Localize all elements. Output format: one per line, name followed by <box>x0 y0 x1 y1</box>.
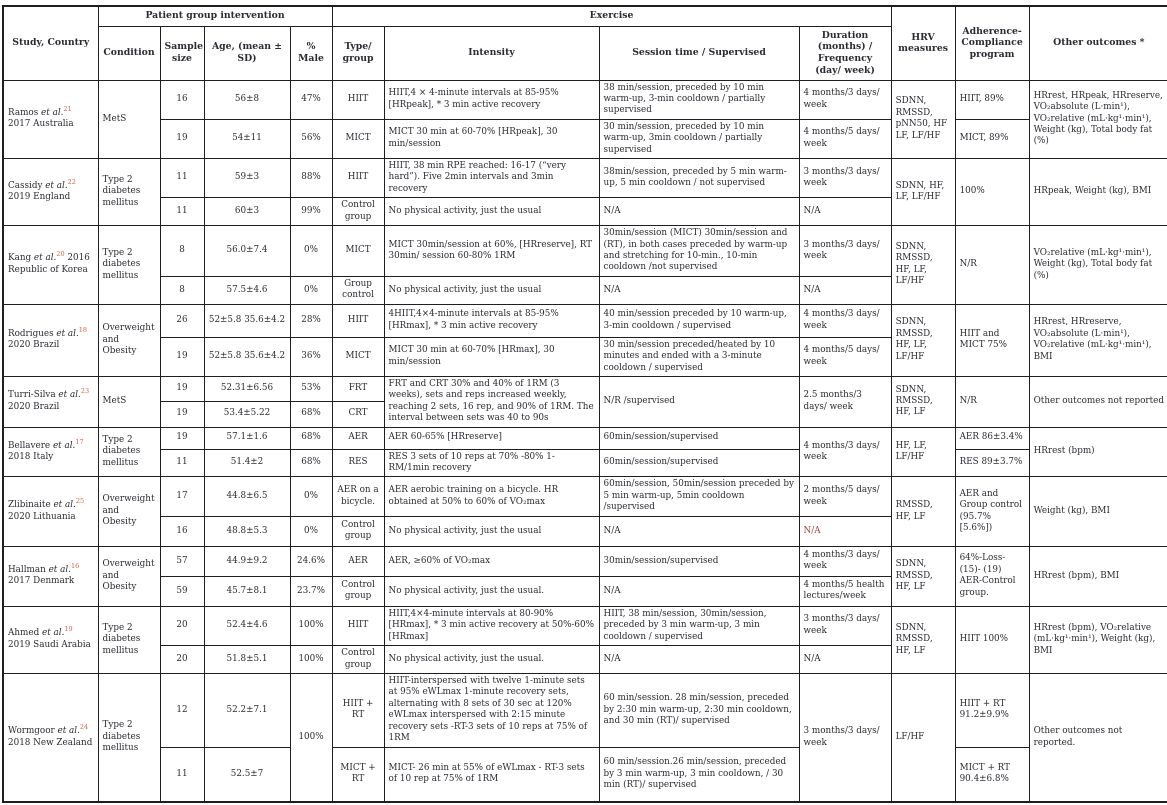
type-cell: MICT <box>332 119 384 158</box>
condition-cell: Type 2 diabetes mellitus <box>98 674 160 803</box>
study-yearplace: 2018 Italy <box>8 452 54 463</box>
study-author: Turri-Silva <box>8 390 56 401</box>
duration-cell: N/A <box>799 198 891 226</box>
study-author: Kang <box>8 253 32 264</box>
duration-cell: N/A <box>799 276 891 304</box>
type-cell: FRT <box>332 376 384 401</box>
intensity-cell: MICT- 26 min at 55% of eWLmax - RT-3 sets of 10 rep at 75% of 1RM <box>384 747 599 802</box>
condition-cell: Type 2 diabetes mellitus <box>98 606 160 673</box>
session-cell: N/A <box>599 516 799 546</box>
table-row <box>3 606 1167 645</box>
type-cell: Control group <box>332 516 384 546</box>
table-row <box>3 427 1167 449</box>
session-cell: N/A <box>599 646 799 674</box>
study-cell <box>3 427 98 477</box>
age-cell: 52±5.8 35.6±4.2 <box>204 304 290 337</box>
session-cell: 30min/session (MICT) 30min/session and (RT), in both cases preceded by warm-up and stretching for 10-min., 10-min cooldown /not supervised <box>599 226 799 277</box>
table-row <box>3 449 1167 477</box>
study-yearplace: 2020 Lithuania <box>8 511 76 522</box>
type-cell: RES <box>332 449 384 477</box>
age-cell: 51.8±5.1 <box>204 646 290 674</box>
male-cell: 0% <box>290 226 332 277</box>
study-author: Cassidy <box>8 180 43 191</box>
table-row <box>3 376 1167 401</box>
header-outcomes: Other outcomes * <box>1029 6 1167 80</box>
header-age: Age, (mean ± SD) <box>204 26 290 80</box>
study-cell <box>3 606 98 673</box>
duration-cell: 4 months/5 days/ week <box>799 337 891 376</box>
age-cell: 56.0±7.4 <box>204 226 290 277</box>
hrv-cell: HF, LF, LF/HF <box>891 427 955 477</box>
age-cell: 53.4±5.22 <box>204 401 290 427</box>
table-row <box>3 674 1167 748</box>
age-cell: 52.31±6.56 <box>204 376 290 401</box>
study-yearplace: 2016 Republic of Korea <box>8 253 90 275</box>
session-cell: N/A <box>599 576 799 606</box>
outcomes-cell: Weight (kg), BMI <box>1029 477 1167 546</box>
intensity-cell: No physical activity, just the usual. <box>384 576 599 606</box>
male-cell: 0% <box>290 477 332 516</box>
duration-cell: N/A <box>799 516 891 546</box>
duration-cell: 4 months/3 days/ week <box>799 304 891 337</box>
header-session: Session time / Supervised <box>599 26 799 80</box>
male-cell: 0% <box>290 276 332 304</box>
session-cell: 60min/session/supervised <box>599 427 799 449</box>
studies-table <box>2 5 1167 803</box>
header-patient-group: Patient group intervention <box>98 6 332 26</box>
sample-size-cell: 12 <box>160 674 204 748</box>
adherence-cell: MICT, 89% <box>955 119 1029 158</box>
intensity-cell: HIIT-interspersed with twelve 1-minute sets at 95% eWLmax 1-minute recovery sets, alternating with 8 sets of 30 sec at 120% eWLmax interspersed with 2:15 minute recovery sets -RT-3 sets of 10 reps at 75% of 1RM <box>384 674 599 748</box>
age-cell: 44.9±9.2 <box>204 546 290 576</box>
adherence-cell: AER and Group control (95.7% [5.6%]) <box>955 477 1029 546</box>
type-cell: Control group <box>332 198 384 226</box>
age-cell: 52±5.8 35.6±4.2 <box>204 337 290 376</box>
session-cell: N/A <box>599 198 799 226</box>
male-cell: 23.7% <box>290 576 332 606</box>
table-row <box>3 477 1167 516</box>
intensity-cell: HIIT,4×4-minute intervals at 80-90% [HRmax], * 3 min active recovery at 50%-60% [HRmax] <box>384 606 599 645</box>
outcomes-cell: HRrest (bpm), BMI <box>1029 546 1167 606</box>
outcomes-cell: Other outcomes not reported <box>1029 376 1167 427</box>
table-row <box>3 119 1167 158</box>
condition-cell: Overweight and Obesity <box>98 477 160 546</box>
age-cell: 56±8 <box>204 80 290 119</box>
header-study: Study, Country <box>3 6 98 80</box>
duration-cell: 2 months/5 days/ week <box>799 477 891 516</box>
study-author: Hallman <box>8 564 46 575</box>
hrv-cell: SDNN, RMSSD, HF, LF, LF/HF <box>891 226 955 305</box>
session-cell: 60min/session, 50min/session preceded by 5 min warm-up, 5min cooldown /supervised <box>599 477 799 516</box>
study-author: Ramos <box>8 107 39 118</box>
sample-size-cell: 11 <box>160 159 204 198</box>
duration-cell: 3 months/3 days/ week <box>799 674 891 803</box>
study-yearplace: 2017 Denmark <box>8 576 75 587</box>
condition-cell: MetS <box>98 376 160 427</box>
study-yearplace: 2019 England <box>8 192 71 203</box>
adherence-cell: AER 86±3.4% <box>955 427 1029 449</box>
sample-size-cell: 19 <box>160 427 204 449</box>
adherence-cell: 100% <box>955 159 1029 226</box>
male-cell: 100% <box>290 646 332 674</box>
study-cell <box>3 80 98 159</box>
male-cell: 0% <box>290 516 332 546</box>
hrv-cell: SDNN, RMSSD, HF, LF <box>891 606 955 673</box>
sample-size-cell: 17 <box>160 477 204 516</box>
type-cell: HIIT <box>332 80 384 119</box>
study-cell <box>3 546 98 606</box>
outcomes-cell: HRrest (bpm), VO₂relative (mL·kg¹·min¹), Weight (kg), BMI <box>1029 606 1167 673</box>
age-cell: 44.8±6.5 <box>204 477 290 516</box>
type-cell: MICT <box>332 226 384 277</box>
adherence-cell: MICT + RT 90.4±6.8% <box>955 747 1029 802</box>
intensity-cell: MICT 30 min at 60-70% [HRpeak], 30 min/session <box>384 119 599 158</box>
study-cell <box>3 226 98 305</box>
header-intensity: Intensity <box>384 26 599 80</box>
session-cell: 60min/session/supervised <box>599 449 799 477</box>
type-cell: HIIT <box>332 304 384 337</box>
study-etal: et al. <box>52 440 76 451</box>
intensity-cell: No physical activity, just the usual <box>384 516 599 546</box>
table-row <box>3 546 1167 576</box>
type-cell: AER on a bicycle. <box>332 477 384 516</box>
age-cell: 45.7±8.1 <box>204 576 290 606</box>
ref-superscript: 25 <box>75 497 85 506</box>
adherence-cell: 64%-Loss-(15)- (19) AER-Control group. <box>955 546 1029 606</box>
intensity-cell: RES 3 sets of 10 reps at 70% -80% 1-RM/1min recovery <box>384 449 599 477</box>
study-cell <box>3 159 98 226</box>
age-cell: 54±11 <box>204 119 290 158</box>
type-cell: HIIT <box>332 606 384 645</box>
age-cell: 59±3 <box>204 159 290 198</box>
outcomes-cell: Other outcomes not reported. <box>1029 674 1167 803</box>
hrv-cell: LF/HF <box>891 674 955 803</box>
study-etal: et al. <box>57 726 80 737</box>
male-cell: 100% <box>290 606 332 645</box>
study-author: Bellavere <box>8 440 51 451</box>
hrv-cell: SDNN, HF, LF, LF/HF <box>891 159 955 226</box>
ref-superscript: 20 <box>56 250 65 259</box>
adherence-cell: HIIT, 89% <box>955 80 1029 119</box>
header-condition: Condition <box>98 26 160 80</box>
sample-size-cell: 8 <box>160 226 204 277</box>
session-cell: HIIT, 38 min/session, 30min/session, preceded by 3 min warm-up, 3 min cooldown / supervised <box>599 606 799 645</box>
condition-cell: Type 2 diabetes mellitus <box>98 226 160 305</box>
intensity-cell: 4HIIT,4×4-minute intervals at 85-95% [HRmax], * 3 min active recovery <box>384 304 599 337</box>
study-etal: et al. <box>48 564 71 575</box>
intensity-cell: AER 60-65% [HRreserve] <box>384 427 599 449</box>
duration-cell: 3 months/3 days/ week <box>799 226 891 277</box>
type-cell: AER <box>332 427 384 449</box>
session-cell: N/A <box>599 276 799 304</box>
adherence-cell: HIIT 100% <box>955 606 1029 673</box>
age-cell: 52.4±4.6 <box>204 606 290 645</box>
header-row-1 <box>3 6 1167 26</box>
duration-cell: N/A <box>799 646 891 674</box>
intensity-cell: HIIT,4 × 4-minute intervals at 85-95% [HRpeak], * 3 min active recovery <box>384 80 599 119</box>
sample-size-cell: 19 <box>160 119 204 158</box>
session-cell: 30 min/session preceded/heated by 10 minutes and ended with a 3-minute cooldown / supervised <box>599 337 799 376</box>
age-cell: 60±3 <box>204 198 290 226</box>
male-cell: 24.6% <box>290 546 332 576</box>
study-cell <box>3 477 98 546</box>
type-cell: MICT + RT <box>332 747 384 802</box>
hrv-cell: RMSSD, HF, LF <box>891 477 955 546</box>
type-cell: Control group <box>332 576 384 606</box>
age-cell: 51.4±2 <box>204 449 290 477</box>
hrv-cell: SDNN, RMSSD, HF, LF <box>891 546 955 606</box>
header-adherence: Adherence- Compliance program <box>955 6 1029 80</box>
intensity-cell: AER, ≥60% of VO₂max <box>384 546 599 576</box>
outcomes-cell: VO₂relative (mL·kg¹·min¹), Weight (kg), Total body fat (%) <box>1029 226 1167 305</box>
study-etal: et al. <box>45 180 68 191</box>
duration-cell: 4 months/3 days/ week <box>799 546 891 576</box>
sample-size-cell: 11 <box>160 747 204 802</box>
male-cell: 36% <box>290 337 332 376</box>
sample-size-cell: 19 <box>160 401 204 427</box>
sample-size-cell: 20 <box>160 606 204 645</box>
male-cell: 100% <box>290 674 332 803</box>
intensity-cell: FRT and CRT 30% and 40% of 1RM (3 weeks), sets and reps increased weekly, reaching 2 sets, 16 rep, and 90% of 1RM. The interval between sets was 40 to 90s <box>384 376 599 427</box>
table-row <box>3 80 1167 119</box>
hrv-cell: SDNN, RMSSD, HF, LF, LF/HF <box>891 304 955 376</box>
outcomes-cell: HRrest, HRpeak, HRreserve, VO₂absolute (L·min¹), VO₂relative (mL·kg¹·min¹), Weight (kg), Total body fat (%) <box>1029 80 1167 159</box>
session-cell: 40 min/session preceded by 10 warm-up, 3-min cooldown / supervised <box>599 304 799 337</box>
condition-cell: Type 2 diabetes mellitus <box>98 427 160 477</box>
intensity-cell: HIIT, 38 min RPE reached: 16-17 (“very hard”). Five 2min intervals and 3min recovery <box>384 159 599 198</box>
age-cell: 57.1±1.6 <box>204 427 290 449</box>
adherence-cell: N/R <box>955 376 1029 427</box>
ref-superscript: 18 <box>78 325 88 334</box>
age-cell: 52.2±7.1 <box>204 674 290 748</box>
duration-cell: 2.5 months/3 days/ week <box>799 376 891 427</box>
male-cell: 53% <box>290 376 332 401</box>
duration-cell: 3 months/3 days/ week <box>799 159 891 198</box>
condition-cell: Type 2 diabetes mellitus <box>98 159 160 226</box>
header-hrv: HRV measures <box>891 6 955 80</box>
adherence-cell: N/R <box>955 226 1029 305</box>
age-cell: 52.5±7 <box>204 747 290 802</box>
ref-superscript: 23 <box>80 387 90 396</box>
intensity-cell: AER aerobic training on a bicycle. HR obtained at 50% to 60% of VO₂max <box>384 477 599 516</box>
header-sample-size: Sample size <box>160 26 204 80</box>
study-yearplace: 2020 Brazil <box>8 340 60 351</box>
intensity-cell: No physical activity, just the usual. <box>384 646 599 674</box>
study-yearplace: 2017 Australia <box>8 119 74 130</box>
male-cell: 68% <box>290 427 332 449</box>
male-cell: 68% <box>290 401 332 427</box>
duration-cell: 4 months/3 days/ week <box>799 80 891 119</box>
duration-cell: 4 months/5 days/ week <box>799 119 891 158</box>
outcomes-cell: HRrest (bpm) <box>1029 427 1167 477</box>
study-etal: et al. <box>58 390 81 401</box>
age-cell: 57.5±4.6 <box>204 276 290 304</box>
ref-superscript: 24 <box>79 723 89 732</box>
male-cell: 68% <box>290 449 332 477</box>
sample-size-cell: 59 <box>160 576 204 606</box>
study-author: Ahmed <box>8 628 40 639</box>
study-yearplace: 2018 New Zealand <box>8 737 93 748</box>
study-author: Rodrigues <box>8 328 54 339</box>
sample-size-cell: 20 <box>160 646 204 674</box>
session-cell: N/R /supervised <box>599 376 799 427</box>
condition-cell: Overweight and Obesity <box>98 304 160 376</box>
condition-cell: MetS <box>98 80 160 159</box>
sample-size-cell: 11 <box>160 449 204 477</box>
ref-superscript: 21 <box>63 104 72 113</box>
male-cell: 99% <box>290 198 332 226</box>
header-male: % Male <box>290 26 332 80</box>
session-cell: 38 min/session, preceded by 10 min warm-up, 3-min cooldown / partially supervised <box>599 80 799 119</box>
study-yearplace: 2020 Brazil <box>8 401 60 412</box>
type-cell: MICT <box>332 337 384 376</box>
adherence-cell: HIIT and MICT 75% <box>955 304 1029 376</box>
study-etal: et al. <box>53 500 76 511</box>
session-cell: 60 min/session. 28 min/session, preceded by 2:30 min warm-up, 2:30 min cooldown, and 30 min (RT)/ supervised <box>599 674 799 748</box>
sample-size-cell: 19 <box>160 376 204 401</box>
ref-superscript: 22 <box>67 177 76 186</box>
header-duration: Duration (months) / Frequency (day/ week) <box>799 26 891 80</box>
type-cell: Group control <box>332 276 384 304</box>
duration-cell: 4 months/5 health lectures/week <box>799 576 891 606</box>
study-cell <box>3 376 98 427</box>
sample-size-cell: 19 <box>160 337 204 376</box>
type-cell: AER <box>332 546 384 576</box>
male-cell: 88% <box>290 159 332 198</box>
type-cell: HIIT <box>332 159 384 198</box>
study-cell <box>3 304 98 376</box>
study-etal: et al. <box>41 107 64 118</box>
intensity-cell: No physical activity, just the usual <box>384 276 599 304</box>
type-cell: CRT <box>332 401 384 427</box>
duration-cell: 3 months/3 days/ week <box>799 606 891 645</box>
table-row <box>3 747 1167 802</box>
hrv-cell: SDNN, RMSSD, pNN50, HF LF, LF/HF <box>891 80 955 159</box>
sample-size-cell: 16 <box>160 516 204 546</box>
male-cell: 28% <box>290 304 332 337</box>
sample-size-cell: 11 <box>160 198 204 226</box>
table-row <box>3 226 1167 277</box>
type-cell: Control group <box>332 646 384 674</box>
session-cell: 38min/session, preceded by 5 min warm-up, 5 min cooldown / not supervised <box>599 159 799 198</box>
sample-size-cell: 8 <box>160 276 204 304</box>
study-author: Zlibinaite <box>8 500 51 511</box>
sample-size-cell: 26 <box>160 304 204 337</box>
study-author: Wormgoor <box>8 726 55 737</box>
intensity-cell: No physical activity, just the usual <box>384 198 599 226</box>
adherence-cell: RES 89±3.7% <box>955 449 1029 477</box>
study-yearplace: 2019 Saudi Arabia <box>8 639 91 650</box>
duration-cell: 4 months/3 days/ week <box>799 427 891 477</box>
table-row <box>3 159 1167 198</box>
condition-cell: Overweight and Obesity <box>98 546 160 606</box>
session-cell: 30min/session/supervised <box>599 546 799 576</box>
study-cell <box>3 674 98 803</box>
intensity-cell: MICT 30 min at 60-70% [HRmax], 30 min/session <box>384 337 599 376</box>
hrv-cell: SDNN, RMSSD, HF, LF <box>891 376 955 427</box>
header-exercise: Exercise <box>332 6 891 26</box>
session-cell: 60 min/session.26 min/session, preceded by 3 min warm-up, 3 min cooldown, / 30 min (RT)/ supervised <box>599 747 799 802</box>
ref-superscript: 17 <box>75 437 84 446</box>
ref-superscript: 16 <box>71 561 80 570</box>
sample-size-cell: 16 <box>160 80 204 119</box>
age-cell: 48.8±5.3 <box>204 516 290 546</box>
male-cell: 56% <box>290 119 332 158</box>
outcomes-cell: HRrest, HRreserve, VO₂absolute (L·min¹), VO₂relative (mL·kg¹·min¹), BMI <box>1029 304 1167 376</box>
outcomes-cell: HRpeak, Weight (kg), BMI <box>1029 159 1167 226</box>
study-etal: et al. <box>42 628 65 639</box>
session-cell: 30 min/session, preceded by 10 min warm-up, 3min cooldown / partially supervised <box>599 119 799 158</box>
table-row <box>3 304 1167 337</box>
header-type: Type/ group <box>332 26 384 80</box>
intensity-cell: MICT 30min/session at 60%, [HRreserve], RT 30min/ session 60-80% 1RM <box>384 226 599 277</box>
ref-superscript: 19 <box>64 625 73 634</box>
study-etal: et al. <box>56 328 79 339</box>
male-cell: 47% <box>290 80 332 119</box>
study-etal: et al. <box>33 253 57 264</box>
adherence-cell: HIIT + RT 91.2±9.9% <box>955 674 1029 748</box>
type-cell: HIIT + RT <box>332 674 384 748</box>
sample-size-cell: 57 <box>160 546 204 576</box>
